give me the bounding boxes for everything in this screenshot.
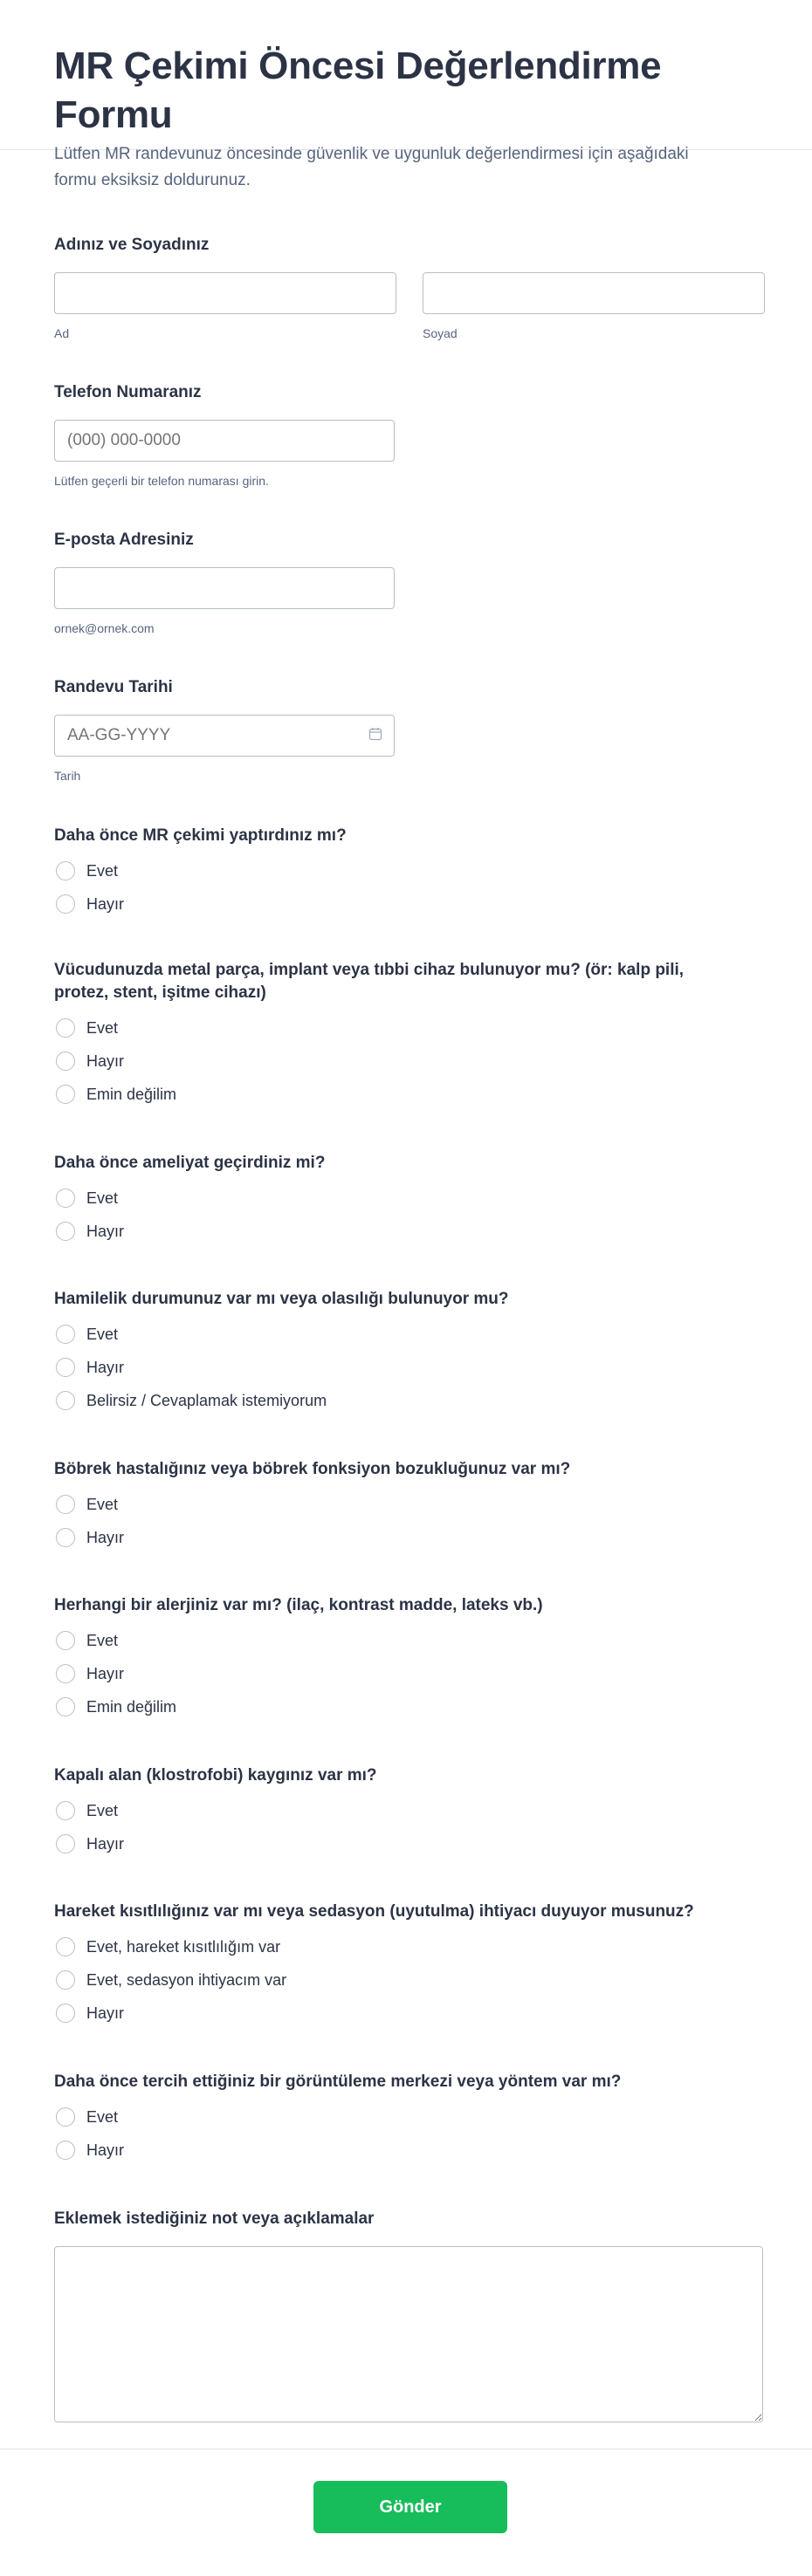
option-label: Evet	[86, 1495, 119, 1513]
date-label: Randevu Tarihi	[54, 678, 173, 696]
radio-option[interactable]	[54, 887, 763, 921]
radio-option[interactable]	[54, 1318, 763, 1351]
notes-textarea[interactable]	[54, 2246, 763, 2422]
radio-button[interactable]	[56, 2107, 75, 2127]
question-metal-implant	[54, 959, 763, 1111]
form-subtitle: Lütfen MR randevunuz öncesinde güvenlik ve uygunluk değerlendirmesi için aşağıdaki formu eksiksiz doldurunuz.	[54, 145, 689, 189]
radio-button[interactable]	[56, 1528, 75, 1547]
form-header	[0, 0, 812, 189]
radio-option[interactable]	[54, 854, 763, 887]
radio-option[interactable]	[54, 1624, 763, 1657]
question-label: Herhangi bir alerjiniz var mı? (ilaç, kontrast madde, lateks vb.)	[54, 1596, 543, 1614]
date-sublabel: Tarih	[54, 769, 81, 783]
phone-field-group	[54, 381, 763, 488]
option-label: Hayır	[86, 894, 125, 913]
email-input[interactable]	[54, 567, 395, 609]
radio-option[interactable]	[54, 2100, 763, 2134]
date-input[interactable]	[54, 715, 395, 757]
question-label: Hamilelik durumunuz var mı veya olasılığı bulunuyor mu?	[54, 1290, 509, 1308]
phone-label: Telefon Numaranız	[54, 383, 202, 401]
radio-option[interactable]	[54, 1488, 763, 1521]
radio-button[interactable]	[56, 1018, 75, 1038]
option-label: Hayır	[86, 2141, 125, 2159]
form-title: MR Çekimi Öncesi Değerlendirme Formu	[54, 45, 662, 136]
radio-option[interactable]	[54, 1963, 763, 1997]
name-field-group	[54, 234, 763, 340]
option-label: Evet, hareket kısıtlılığım var	[86, 1937, 281, 1956]
radio-button[interactable]	[56, 1801, 75, 1820]
radio-option[interactable]	[54, 1997, 763, 2030]
radio-button[interactable]	[56, 1495, 75, 1514]
option-label: Hayır	[86, 1664, 125, 1682]
radio-button[interactable]	[56, 861, 75, 880]
radio-option[interactable]	[54, 1521, 763, 1554]
radio-option[interactable]	[54, 1657, 763, 1690]
option-label: Hayır	[86, 2004, 125, 2022]
question-label: Kapalı alan (klostrofobi) kaygınız var mı?	[54, 1766, 377, 1785]
radio-option[interactable]	[54, 1215, 763, 1248]
option-label: Emin değilim	[86, 1697, 177, 1716]
option-label: Evet, sedasyon ihtiyacım var	[86, 1970, 287, 1989]
radio-option[interactable]	[54, 1045, 763, 1078]
option-label: Hayır	[86, 1528, 125, 1546]
radio-button[interactable]	[56, 1697, 75, 1716]
radio-button[interactable]	[56, 2004, 75, 2023]
question-label: Daha önce tercih ettiğiniz bir görüntüleme merkezi veya yöntem var mı?	[54, 2072, 622, 2091]
question-allergy	[54, 1594, 763, 1723]
email-field-group	[54, 529, 763, 635]
question-claustrophobia	[54, 1764, 763, 1860]
question-label: Hareket kısıtlılığınız var mı veya sedasyon (uyutulma) ihtiyacı duyuyor musunuz?	[54, 1902, 694, 1921]
notes-label: Eklemek istediğiniz not veya açıklamalar	[54, 2209, 375, 2228]
question-surgery	[54, 1152, 763, 1248]
date-field-group	[54, 676, 763, 783]
option-label: Emin değilim	[86, 1085, 177, 1103]
question-mr-history	[54, 825, 763, 921]
radio-button[interactable]	[56, 1052, 75, 1071]
radio-option[interactable]	[54, 1351, 763, 1384]
radio-button[interactable]	[56, 1222, 75, 1241]
radio-option[interactable]	[54, 1078, 763, 1111]
form-footer	[0, 2449, 812, 2576]
question-kidney	[54, 1458, 763, 1554]
radio-option[interactable]	[54, 1930, 763, 1963]
option-label: Evet	[86, 1325, 119, 1343]
option-label: Hayır	[86, 1222, 125, 1240]
notes-field-group	[54, 2208, 763, 2422]
email-sublabel: ornek@ornek.com	[54, 621, 155, 635]
option-label: Evet	[86, 1018, 119, 1037]
option-label: Hayır	[86, 1358, 125, 1376]
radio-button[interactable]	[56, 1834, 75, 1853]
option-label: Evet	[86, 1801, 119, 1819]
phone-sublabel: Lütfen geçerli bir telefon numarası girin.	[54, 474, 269, 488]
question-label: Vücudunuzda metal parça, implant veya tıbbi cihaz bulunuyor mu? (ör: kalp pili, protez, stent, işitme cihazı)	[54, 961, 685, 1002]
question-pregnancy	[54, 1288, 763, 1417]
question-label: Daha önce ameliyat geçirdiniz mi?	[54, 1154, 326, 1172]
radio-button[interactable]	[56, 894, 75, 914]
calendar-icon[interactable]	[368, 727, 382, 741]
radio-button[interactable]	[56, 1085, 75, 1104]
radio-button[interactable]	[56, 1325, 75, 1344]
option-label: Evet	[86, 1189, 119, 1207]
option-label: Hayır	[86, 1052, 125, 1070]
radio-button[interactable]	[56, 1664, 75, 1683]
radio-option[interactable]	[54, 1794, 763, 1827]
radio-button[interactable]	[56, 1391, 75, 1410]
submit-button[interactable]: Gönder	[313, 2481, 507, 2533]
radio-button[interactable]	[56, 1970, 75, 1990]
radio-option[interactable]	[54, 1384, 763, 1417]
phone-input[interactable]	[54, 420, 395, 462]
email-label: E-posta Adresiniz	[54, 531, 194, 549]
radio-option[interactable]	[54, 1827, 763, 1860]
radio-button[interactable]	[56, 1358, 75, 1377]
question-mobility-sedation	[54, 1901, 763, 2030]
radio-option[interactable]	[54, 1011, 763, 1045]
radio-option[interactable]	[54, 1182, 763, 1215]
option-label: Evet	[86, 861, 119, 880]
question-label: Daha önce MR çekimi yaptırdınız mı?	[54, 826, 347, 845]
first-name-input[interactable]	[54, 272, 396, 314]
radio-option[interactable]	[54, 2134, 763, 2167]
name-label: Adınız ve Soyadınız	[54, 236, 210, 254]
radio-option[interactable]	[54, 1690, 763, 1723]
option-label: Evet	[86, 2107, 119, 2126]
option-label: Evet	[86, 1631, 119, 1649]
radio-button[interactable]	[56, 1631, 75, 1650]
radio-button[interactable]	[56, 1937, 75, 1956]
radio-button[interactable]	[56, 1189, 75, 1208]
last-name-input[interactable]	[423, 272, 765, 314]
option-label: Hayır	[86, 1834, 125, 1853]
radio-button[interactable]	[56, 2141, 75, 2160]
first-name-sublabel: Ad	[54, 326, 70, 340]
question-imaging-preference	[54, 2071, 763, 2167]
option-label: Belirsiz / Cevaplamak istemiyorum	[86, 1391, 327, 1409]
question-label: Böbrek hastalığınız veya böbrek fonksiyon bozukluğunuz var mı?	[54, 1460, 571, 1478]
last-name-sublabel: Soyad	[423, 326, 458, 340]
